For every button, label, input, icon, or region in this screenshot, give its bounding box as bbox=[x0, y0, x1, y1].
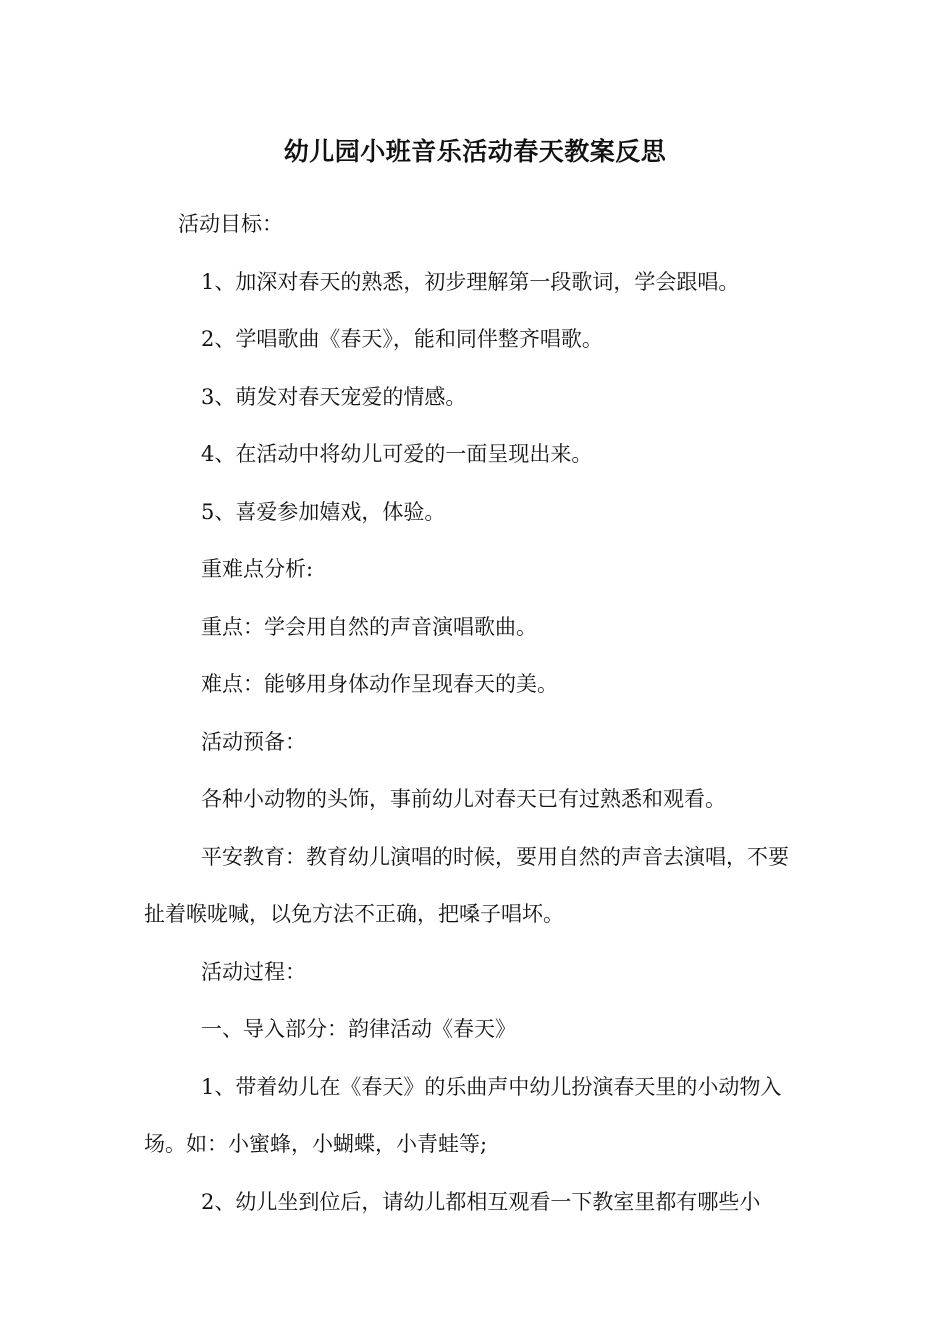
paragraph-preparation-heading: 活动预备： bbox=[201, 729, 306, 754]
paragraph-goal-3: 3、萌发对春天宠爱的情感。 bbox=[201, 384, 467, 409]
paragraph-preparation: 各种小动物的头饰，事前幼儿对春天已有过熟悉和观看。 bbox=[201, 787, 726, 811]
paragraph-activity-goals-heading: 活动目标： bbox=[178, 212, 283, 236]
document-body bbox=[144, 196, 806, 1231]
paragraph-key-point: 重点：学会用自然的声音演唱歌曲。 bbox=[201, 614, 537, 639]
paragraph-safety-education: 平安教育：教育幼儿演唱的时候，要用自然的声音去演唱，不要扯着喉咙喊，以免方法不正确，把嗓子唱坏。 bbox=[144, 844, 789, 926]
paragraph-goal-2: 2、学唱歌曲《春天》，能和同伴整齐唱歌。 bbox=[201, 327, 603, 351]
paragraph-process-step-2: 2、幼儿坐到位后，请幼儿都相互观看一下教室里都有哪些小 bbox=[201, 1189, 761, 1214]
paragraph-goal-5: 5、喜爱参加嬉戏，体验。 bbox=[201, 499, 446, 524]
paragraph-key-points-heading: 重难点分析: bbox=[201, 557, 314, 581]
paragraph-process-step-1: 1、带着幼儿在《春天》的乐曲声中幼儿扮演春天里的小动物入场。如：小蜜蜂，小蝴蝶，小青蛙等; bbox=[144, 1074, 782, 1156]
paragraph-goal-4: 4、在活动中将幼儿可爱的一面呈现出来。 bbox=[201, 442, 593, 466]
paragraph-process-heading: 活动过程： bbox=[201, 959, 306, 984]
paragraph-process-intro: 一、导入部分：韵律活动《春天》 bbox=[201, 1017, 516, 1041]
document-title: 幼儿园小班音乐活动春天教案反思 bbox=[283, 137, 667, 166]
paragraph-difficult-point: 难点：能够用身体动作呈现春天的美。 bbox=[201, 672, 558, 696]
paragraph-goal-1: 1、加深对春天的熟悉，初步理解第一段歌词，学会跟唱。 bbox=[201, 269, 740, 294]
